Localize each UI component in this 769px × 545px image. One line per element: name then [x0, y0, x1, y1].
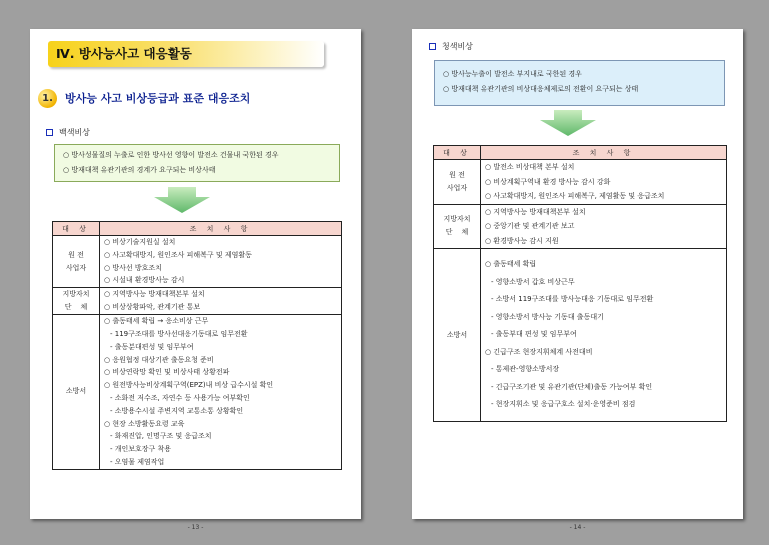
action-item: ○ 비상계획구역내 환경 방사능 감시 강화 [485, 177, 611, 186]
action-item: ○ 비상연락망 확인 및 비상사태 상황전파 [104, 368, 230, 377]
condition-line: ○ 방재대책 유관기관의 경계가 요구되는 비상사태 [63, 166, 216, 174]
document-page-right [412, 29, 743, 531]
target-cell [53, 288, 100, 315]
actions-cell [100, 236, 342, 288]
action-subitem: - 통제관-영향소방서장 [491, 365, 560, 374]
down-arrow-icon [154, 187, 210, 213]
action-item: ○ 사고확대방지, 원인조사 피해복구, 제염활동 및 응급조치 [485, 192, 665, 200]
action-subitem: - 출동부대 편성 및 임무부여 [491, 330, 577, 339]
action-item: ○ 비상상황파악, 관계기관 통보 [104, 303, 201, 312]
target-cell [53, 236, 100, 288]
condition-line: ○ 방사능누출이 발전소 부지내로 국한된 경우 [443, 70, 582, 78]
subheading-label: 청색비상 [442, 42, 473, 51]
action-subitem: - 화재진압, 인명구조 및 응급조치 [110, 432, 212, 441]
page-number: - 13 - [187, 524, 204, 531]
section-number-badge: 1. [38, 89, 57, 108]
action-item: ○ 출동태세 확립 → 응소비상 근무 [104, 317, 209, 326]
subheading-label: 백색비상 [59, 128, 90, 137]
white-alert-action-table [52, 221, 342, 470]
action-item: ○ 원전방사능비상계획구역(EPZ)내 비상 급수시설 확인 [104, 381, 274, 390]
action-item: ○ 방사선 방호조치 [104, 263, 162, 272]
action-subitem: - 소방용수시설 주변지역 교통소통 상황확인 [110, 406, 244, 415]
header-actions: 조 치 사 항 [481, 146, 727, 160]
action-subitem: - 영향소방서 갑호 비상근무 [491, 277, 575, 286]
target-label: 소방서 [446, 330, 468, 339]
target-label: 소방서 [65, 387, 87, 396]
action-item: ○ 사고확대방지, 원인조사 피해복구 및 제염활동 [104, 250, 252, 259]
target-cell [434, 160, 481, 205]
target-cell [53, 315, 100, 470]
header-target: 대 상 [434, 146, 481, 160]
section-title: 방사능 사고 비상등급과 표준 대응조치 [65, 92, 251, 105]
target-label: 지방자치 단 체 [443, 215, 471, 237]
target-label: 지방자치 단 체 [62, 290, 90, 312]
action-item: ○ 환경방사능 감시 지원 [485, 236, 559, 245]
header-target: 대 상 [53, 222, 100, 236]
document-page-left [30, 29, 361, 531]
action-subitem: - 소화전 저수조, 자연수 등 사용가능 여부확인 [110, 393, 250, 402]
action-subitem: - 영향소방서 방사능 기동대 출동대기 [491, 312, 604, 321]
white-alert-subheading [46, 127, 90, 138]
actions-cell [481, 160, 727, 205]
target-label: 원 전 사업자 [446, 170, 468, 192]
action-item: ○ 긴급구조 현장지휘체계 사전대비 [485, 347, 593, 356]
header-actions: 조 치 사 항 [100, 222, 342, 236]
blue-square-bullet-icon [429, 43, 436, 50]
action-subitem: - 긴급구조기관 및 유관기관(단체)출동 가능여부 확인 [491, 382, 653, 391]
action-item: ○ 응원협정 대상기관 출동요청 준비 [104, 355, 214, 364]
condition-line: ○ 방재대책 유관기관의 비상대응체제로의 전환이 요구되는 상태 [443, 85, 639, 93]
action-item: ○ 발전소 비상대책 본부 설치 [485, 163, 575, 171]
chapter-title-banner: Ⅳ. 방사능사고 대응활동 [48, 41, 324, 67]
actions-cell [100, 288, 342, 315]
action-subitem: - 소방서 119구조대를 방사능대응 기동대로 임무전환 [491, 295, 654, 304]
action-item: ○ 현장 소방활동요령 교육 [104, 419, 185, 428]
target-cell [434, 249, 481, 422]
blue-alert-action-table [433, 145, 727, 422]
action-subitem: - 오염물 제염작업 [110, 457, 165, 466]
actions-cell [481, 204, 727, 249]
action-subitem: - 출동분대편성 및 임무부여 [110, 342, 194, 351]
target-cell [434, 204, 481, 249]
actions-cell [481, 249, 727, 422]
white-alert-conditions-box [54, 144, 340, 182]
page-number: - 14 - [569, 524, 586, 531]
action-subitem: - 개인보호장구 착용 [110, 445, 172, 454]
blue-alert-conditions-box [434, 60, 725, 106]
down-arrow-icon [540, 110, 596, 136]
blue-square-bullet-icon [46, 129, 53, 136]
action-subitem: - 119구조대를 방사선대응기동대로 임무전환 [110, 329, 248, 338]
action-item: ○ 중앙기관 및 관계기관 보고 [485, 222, 575, 230]
action-item: ○ 시설내 환경방사능 감시 [104, 276, 185, 285]
actions-cell [100, 315, 342, 470]
condition-line: ○ 방사성물질의 누출로 인한 방사선 영향이 발전소 건물내 국한된 경우 [63, 151, 279, 159]
action-item: ○ 지역방사능 방재대책본부 설치 [485, 207, 586, 216]
action-item: ○ 출동태세 확립 [485, 260, 537, 269]
target-label: 원 전 사업자 [65, 250, 87, 272]
action-subitem: - 현장지휘소 및 응급구호소 설치·운영준비 점검 [491, 400, 636, 409]
action-item: ○ 비상기술지원실 설치 [104, 238, 176, 246]
blue-alert-subheading [429, 41, 473, 52]
action-item: ○ 지역방사능 방재대책본부 설치 [104, 290, 205, 299]
